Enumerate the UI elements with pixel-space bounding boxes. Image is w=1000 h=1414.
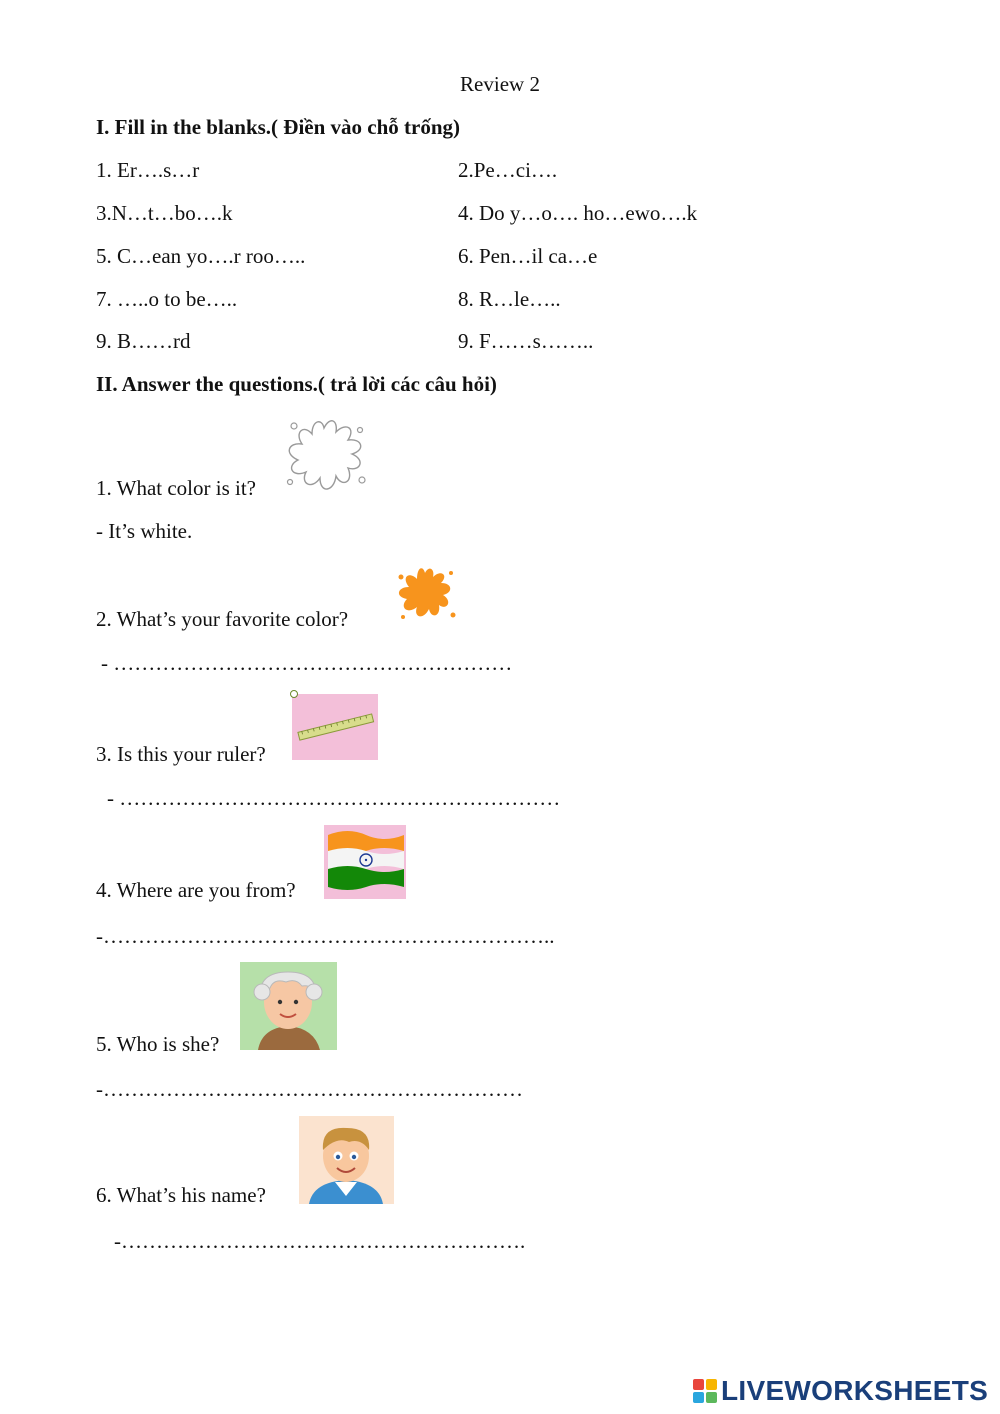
blank-item-8: 8. R…le….. — [458, 287, 561, 311]
answer-4[interactable]: -……………………………………………………….. — [96, 924, 555, 948]
logo-mark-icon — [693, 1379, 717, 1403]
question-4: 4. Where are you from? — [96, 878, 296, 902]
grandmother-icon — [240, 962, 337, 1050]
india-flag-icon — [324, 825, 406, 899]
blank-item-6: 6. Pen…il ca…e — [458, 244, 598, 268]
question-5: 5. Who is she? — [96, 1032, 220, 1056]
answer-1: - It’s white. — [96, 519, 193, 543]
white-splash-icon — [278, 410, 370, 498]
question-3: 3. Is this your ruler? — [96, 742, 266, 766]
answer-2[interactable]: - ………………………………………………… — [101, 651, 513, 675]
page-title: Review 2 — [460, 72, 540, 96]
orange-splash-icon — [393, 563, 457, 625]
blank-item-5: 5. C…ean yo….r roo….. — [96, 244, 306, 268]
answer-6[interactable]: -…………………………………………………. — [114, 1229, 526, 1253]
section1-heading: I. Fill in the blanks.( Điền vào chỗ trống) — [96, 115, 461, 139]
question-2: 2. What’s your favorite color? — [96, 607, 349, 631]
blank-item-7: 7. …..o to be….. — [96, 287, 238, 311]
blank-item-1: 1. Er….s…r — [96, 158, 200, 182]
answer-5[interactable]: -…………………………………………………… — [96, 1077, 523, 1101]
ruler-icon — [290, 688, 378, 760]
answer-3[interactable]: - ……………………………………………………… — [107, 786, 561, 810]
blank-item-3: 3.N…t…bo….k — [96, 201, 233, 225]
blank-item-2: 2.Pe…ci…. — [458, 158, 558, 182]
logo-text: LIVEWORKSHEETS — [721, 1375, 989, 1406]
blank-item-9: 9. B……rd — [96, 329, 191, 353]
blank-item-4: 4. Do y…o…. ho…ewo….k — [458, 201, 698, 225]
question-1: 1. What color is it? — [96, 476, 256, 500]
boy-icon — [299, 1116, 394, 1204]
liveworksheets-logo — [693, 1375, 988, 1407]
section2-heading: II. Answer the questions.( trả lời các câu hỏi) — [96, 372, 497, 396]
question-6: 6. What’s his name? — [96, 1183, 266, 1207]
blank-item-10: 9. F……s…….. — [458, 329, 594, 353]
